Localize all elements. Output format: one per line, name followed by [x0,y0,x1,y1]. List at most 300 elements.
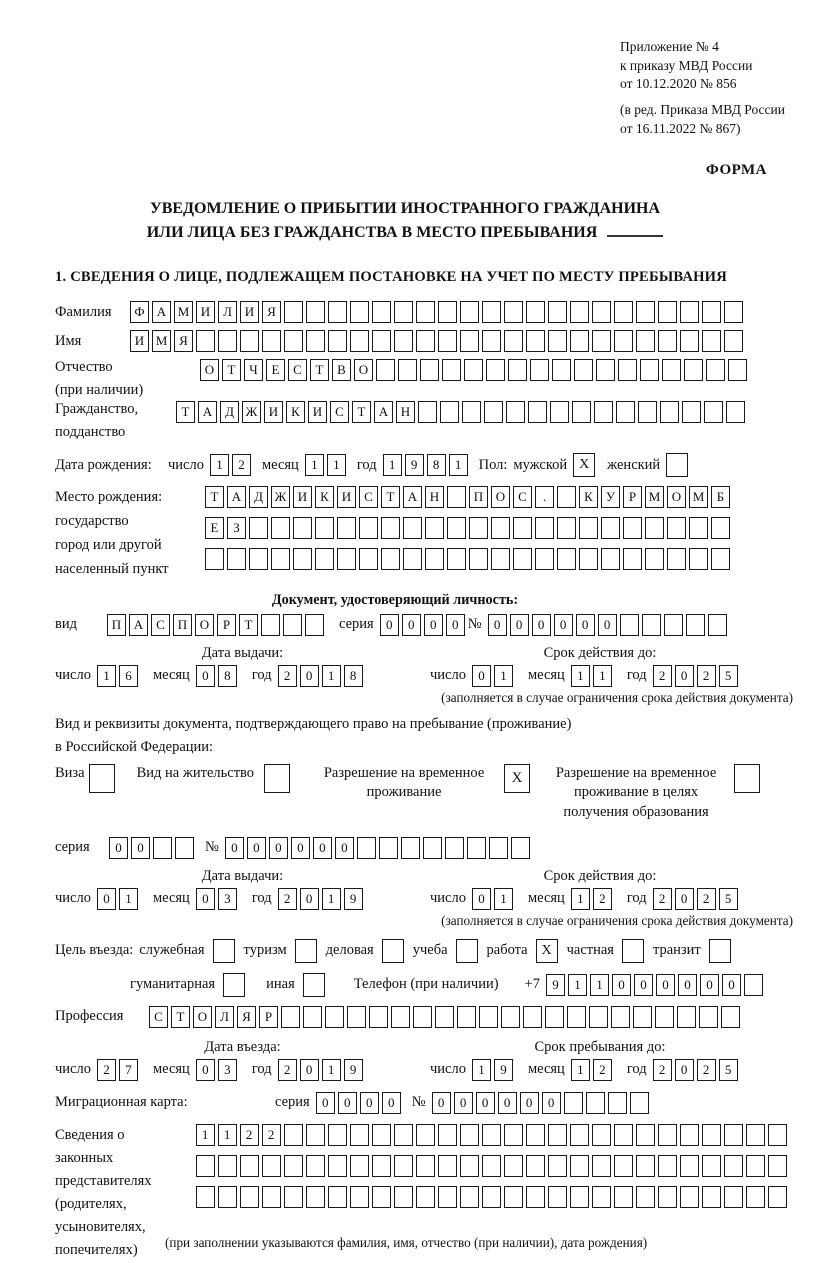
char-box[interactable]: А [374,401,393,423]
char-box[interactable] [638,401,657,423]
char-box[interactable]: А [227,486,246,508]
char-box[interactable] [218,1186,237,1208]
temp-residence-checkbox[interactable]: X [504,764,530,793]
char-box[interactable] [413,1006,432,1028]
char-box[interactable] [724,1124,743,1146]
char-box[interactable]: Е [205,517,224,539]
char-box[interactable] [293,548,312,570]
char-box[interactable] [447,486,466,508]
char-box[interactable] [479,1006,498,1028]
char-box[interactable] [572,401,591,423]
char-box[interactable] [328,330,347,352]
char-box[interactable]: 0 [656,974,675,996]
char-box[interactable] [227,548,246,570]
temp-residence-education-checkbox[interactable] [734,764,760,793]
purpose-private-checkbox[interactable] [622,939,644,963]
char-box[interactable]: Т [222,359,241,381]
char-box[interactable] [645,548,664,570]
char-box[interactable]: 0 [476,1092,495,1114]
char-box[interactable]: К [286,401,305,423]
char-box[interactable] [306,330,325,352]
char-box[interactable] [482,301,501,323]
char-box[interactable]: О [200,359,219,381]
char-box[interactable] [636,1186,655,1208]
char-box[interactable]: 0 [612,974,631,996]
char-box[interactable] [379,837,398,859]
char-box[interactable] [394,330,413,352]
char-box[interactable] [557,486,576,508]
char-box[interactable] [552,359,571,381]
char-box[interactable]: 1 [322,888,341,910]
char-box[interactable] [240,1155,259,1177]
char-box[interactable]: 9 [546,974,565,996]
char-box[interactable]: 1 [210,454,229,476]
char-box[interactable]: 1 [218,1124,237,1146]
char-box[interactable] [491,548,510,570]
char-box[interactable]: И [196,301,215,323]
char-box[interactable]: 6 [119,665,138,687]
char-box[interactable] [702,1155,721,1177]
char-box[interactable] [702,330,721,352]
char-box[interactable] [482,330,501,352]
char-box[interactable] [328,1155,347,1177]
char-box[interactable] [284,1155,303,1177]
char-box[interactable]: 2 [240,1124,259,1146]
char-box[interactable]: 0 [472,888,491,910]
char-box[interactable] [357,837,376,859]
char-box[interactable]: П [469,486,488,508]
char-box[interactable] [394,1124,413,1146]
char-box[interactable] [240,330,259,352]
char-box[interactable] [689,517,708,539]
char-box[interactable] [372,1155,391,1177]
char-box[interactable]: 1 [571,888,590,910]
char-box[interactable]: 9 [405,454,424,476]
char-box[interactable] [438,1186,457,1208]
char-box[interactable] [175,837,194,859]
char-box[interactable] [636,301,655,323]
char-box[interactable] [594,401,613,423]
char-box[interactable]: И [240,301,259,323]
char-box[interactable] [592,1186,611,1208]
char-box[interactable]: 9 [344,1059,363,1081]
char-box[interactable]: 0 [300,888,319,910]
char-box[interactable]: 2 [232,454,251,476]
char-box[interactable] [711,548,730,570]
char-box[interactable]: 2 [593,888,612,910]
char-box[interactable] [460,1186,479,1208]
char-box[interactable] [728,359,747,381]
char-box[interactable] [570,1124,589,1146]
char-box[interactable] [196,1155,215,1177]
char-box[interactable]: 0 [472,665,491,687]
char-box[interactable] [484,401,503,423]
char-box[interactable] [746,1186,765,1208]
char-box[interactable] [372,330,391,352]
char-box[interactable] [218,1155,237,1177]
char-box[interactable] [658,330,677,352]
char-box[interactable] [667,517,686,539]
char-box[interactable] [645,517,664,539]
char-box[interactable] [548,330,567,352]
char-box[interactable]: Б [711,486,730,508]
char-box[interactable]: 0 [382,1092,401,1114]
char-box[interactable] [350,330,369,352]
char-box[interactable] [658,1155,677,1177]
char-box[interactable] [724,301,743,323]
char-box[interactable]: 0 [109,837,128,859]
char-box[interactable] [337,517,356,539]
char-box[interactable]: 0 [313,837,332,859]
char-box[interactable]: Р [217,614,236,636]
char-box[interactable]: М [689,486,708,508]
char-box[interactable] [403,548,422,570]
char-box[interactable]: . [535,486,554,508]
char-box[interactable]: Т [171,1006,190,1028]
char-box[interactable] [680,1155,699,1177]
char-box[interactable]: Е [266,359,285,381]
char-box[interactable]: О [195,614,214,636]
char-box[interactable]: 5 [719,1059,738,1081]
char-box[interactable]: 5 [719,888,738,910]
char-box[interactable] [416,330,435,352]
char-box[interactable] [460,330,479,352]
char-box[interactable] [721,1006,740,1028]
char-box[interactable]: 1 [568,974,587,996]
char-box[interactable] [592,330,611,352]
char-box[interactable] [372,1124,391,1146]
char-box[interactable] [535,548,554,570]
char-box[interactable]: О [354,359,373,381]
char-box[interactable] [504,1124,523,1146]
char-box[interactable] [680,301,699,323]
char-box[interactable]: К [579,486,598,508]
char-box[interactable]: 0 [196,1059,215,1081]
char-box[interactable]: Т [381,486,400,508]
char-box[interactable]: 2 [278,1059,297,1081]
char-box[interactable] [548,1124,567,1146]
char-box[interactable]: Р [259,1006,278,1028]
char-box[interactable]: С [513,486,532,508]
char-box[interactable] [623,517,642,539]
char-box[interactable]: 0 [532,614,551,636]
char-box[interactable]: 2 [697,888,716,910]
char-box[interactable]: 1 [305,454,324,476]
char-box[interactable] [350,1155,369,1177]
char-box[interactable]: Ч [244,359,263,381]
char-box[interactable]: К [315,486,334,508]
char-box[interactable] [706,359,725,381]
char-box[interactable] [768,1124,787,1146]
char-box[interactable]: 0 [488,614,507,636]
char-box[interactable]: 2 [262,1124,281,1146]
char-box[interactable] [630,1092,649,1114]
char-box[interactable] [486,359,505,381]
char-box[interactable] [658,301,677,323]
char-box[interactable]: 5 [719,665,738,687]
char-box[interactable]: И [293,486,312,508]
char-box[interactable]: М [174,301,193,323]
char-box[interactable]: 0 [678,974,697,996]
char-box[interactable] [535,517,554,539]
char-box[interactable] [579,548,598,570]
char-box[interactable] [662,359,681,381]
char-box[interactable] [401,837,420,859]
char-box[interactable]: 1 [472,1059,491,1081]
char-box[interactable]: 1 [494,665,513,687]
char-box[interactable] [482,1124,501,1146]
char-box[interactable]: 0 [446,614,465,636]
char-box[interactable] [391,1006,410,1028]
char-box[interactable] [416,1155,435,1177]
char-box[interactable]: Т [176,401,195,423]
char-box[interactable]: 0 [675,888,694,910]
char-box[interactable]: 1 [322,1059,341,1081]
char-box[interactable] [359,548,378,570]
char-box[interactable] [570,1155,589,1177]
char-box[interactable] [682,401,701,423]
char-box[interactable] [416,1124,435,1146]
char-box[interactable]: Д [220,401,239,423]
char-box[interactable] [315,517,334,539]
purpose-other-checkbox[interactable] [303,973,325,997]
char-box[interactable] [640,359,659,381]
char-box[interactable] [689,548,708,570]
char-box[interactable] [579,517,598,539]
char-box[interactable] [153,837,172,859]
char-box[interactable] [548,301,567,323]
char-box[interactable]: А [403,486,422,508]
char-box[interactable] [359,517,378,539]
char-box[interactable]: И [308,401,327,423]
char-box[interactable] [526,301,545,323]
char-box[interactable]: 0 [675,1059,694,1081]
char-box[interactable] [570,330,589,352]
char-box[interactable] [283,614,302,636]
purpose-official-checkbox[interactable] [213,939,235,963]
char-box[interactable] [724,1155,743,1177]
char-box[interactable] [420,359,439,381]
char-box[interactable] [462,401,481,423]
char-box[interactable] [708,614,727,636]
char-box[interactable]: 0 [300,1059,319,1081]
char-box[interactable] [548,1186,567,1208]
char-box[interactable] [394,1186,413,1208]
char-box[interactable] [240,1186,259,1208]
char-box[interactable] [513,517,532,539]
char-box[interactable]: 0 [196,888,215,910]
char-box[interactable] [261,614,280,636]
title-blank-line[interactable] [607,221,663,237]
char-box[interactable] [305,614,324,636]
char-box[interactable] [592,301,611,323]
char-box[interactable] [284,330,303,352]
purpose-tourism-checkbox[interactable] [295,939,317,963]
char-box[interactable] [425,548,444,570]
char-box[interactable] [550,401,569,423]
char-box[interactable]: Т [239,614,258,636]
char-box[interactable] [271,517,290,539]
char-box[interactable] [592,1155,611,1177]
char-box[interactable] [369,1006,388,1028]
char-box[interactable]: М [152,330,171,352]
char-box[interactable] [614,330,633,352]
char-box[interactable] [557,517,576,539]
purpose-humanitarian-checkbox[interactable] [223,973,245,997]
char-box[interactable] [574,359,593,381]
char-box[interactable] [614,301,633,323]
char-box[interactable] [686,614,705,636]
char-box[interactable]: 0 [380,614,399,636]
char-box[interactable]: 0 [432,1092,451,1114]
char-box[interactable] [592,1124,611,1146]
char-box[interactable]: 0 [554,614,573,636]
char-box[interactable] [504,301,523,323]
char-box[interactable] [768,1155,787,1177]
char-box[interactable] [328,1124,347,1146]
char-box[interactable] [744,974,763,996]
char-box[interactable] [262,330,281,352]
char-box[interactable]: 2 [278,665,297,687]
purpose-business-checkbox[interactable] [382,939,404,963]
char-box[interactable] [438,301,457,323]
char-box[interactable]: 0 [542,1092,561,1114]
char-box[interactable]: И [337,486,356,508]
char-box[interactable] [416,1186,435,1208]
char-box[interactable] [196,1186,215,1208]
char-box[interactable] [460,1124,479,1146]
char-box[interactable] [616,401,635,423]
char-box[interactable] [447,548,466,570]
char-box[interactable] [658,1124,677,1146]
char-box[interactable]: 0 [247,837,266,859]
residence-permit-checkbox[interactable] [264,764,290,793]
char-box[interactable]: 9 [494,1059,513,1081]
char-box[interactable] [293,517,312,539]
char-box[interactable] [350,301,369,323]
char-box[interactable] [611,1006,630,1028]
char-box[interactable] [469,548,488,570]
char-box[interactable] [403,517,422,539]
purpose-work-checkbox[interactable]: X [536,939,558,963]
char-box[interactable]: О [667,486,686,508]
char-box[interactable]: 0 [598,614,617,636]
char-box[interactable] [601,517,620,539]
sex-female-checkbox[interactable] [666,453,688,477]
char-box[interactable]: 1 [571,1059,590,1081]
char-box[interactable] [306,301,325,323]
char-box[interactable]: 0 [338,1092,357,1114]
char-box[interactable] [680,330,699,352]
char-box[interactable] [513,548,532,570]
char-box[interactable] [636,330,655,352]
char-box[interactable] [702,301,721,323]
char-box[interactable]: 0 [196,665,215,687]
char-box[interactable]: 0 [335,837,354,859]
char-box[interactable] [664,614,683,636]
char-box[interactable] [702,1124,721,1146]
char-box[interactable] [557,548,576,570]
char-box[interactable] [633,1006,652,1028]
char-box[interactable]: А [152,301,171,323]
char-box[interactable]: О [193,1006,212,1028]
char-box[interactable] [768,1186,787,1208]
char-box[interactable]: Т [352,401,371,423]
char-box[interactable] [511,837,530,859]
char-box[interactable] [620,614,639,636]
char-box[interactable] [589,1006,608,1028]
char-box[interactable] [381,517,400,539]
char-box[interactable]: Я [237,1006,256,1028]
char-box[interactable]: Л [218,301,237,323]
char-box[interactable] [636,1155,655,1177]
char-box[interactable]: Ф [130,301,149,323]
char-box[interactable] [564,1092,583,1114]
char-box[interactable] [482,1155,501,1177]
char-box[interactable]: Я [262,301,281,323]
char-box[interactable] [249,548,268,570]
char-box[interactable] [218,330,237,352]
visa-checkbox[interactable] [89,764,115,793]
char-box[interactable]: Н [396,401,415,423]
char-box[interactable]: 2 [697,1059,716,1081]
char-box[interactable] [281,1006,300,1028]
char-box[interactable]: 0 [634,974,653,996]
char-box[interactable] [445,837,464,859]
char-box[interactable]: 1 [383,454,402,476]
char-box[interactable]: 8 [427,454,446,476]
char-box[interactable] [205,548,224,570]
char-box[interactable] [315,548,334,570]
sex-male-checkbox[interactable]: X [573,453,595,477]
char-box[interactable] [381,548,400,570]
char-box[interactable] [306,1124,325,1146]
char-box[interactable] [614,1124,633,1146]
char-box[interactable] [567,1006,586,1028]
char-box[interactable] [467,837,486,859]
char-box[interactable] [440,401,459,423]
char-box[interactable]: 0 [454,1092,473,1114]
char-box[interactable] [680,1124,699,1146]
char-box[interactable]: 1 [119,888,138,910]
char-box[interactable]: 0 [300,665,319,687]
char-box[interactable] [438,1124,457,1146]
char-box[interactable]: З [227,517,246,539]
char-box[interactable] [636,1124,655,1146]
char-box[interactable] [325,1006,344,1028]
char-box[interactable] [425,517,444,539]
char-box[interactable]: 0 [225,837,244,859]
char-box[interactable]: У [601,486,620,508]
char-box[interactable] [423,837,442,859]
char-box[interactable] [350,1186,369,1208]
char-box[interactable] [442,359,461,381]
char-box[interactable]: А [198,401,217,423]
char-box[interactable] [724,330,743,352]
char-box[interactable] [306,1186,325,1208]
char-box[interactable]: 1 [590,974,609,996]
char-box[interactable]: 2 [697,665,716,687]
char-box[interactable] [303,1006,322,1028]
char-box[interactable] [491,517,510,539]
char-box[interactable]: Л [215,1006,234,1028]
char-box[interactable]: Д [249,486,268,508]
char-box[interactable]: С [330,401,349,423]
purpose-transit-checkbox[interactable] [709,939,731,963]
char-box[interactable]: Н [425,486,444,508]
char-box[interactable] [262,1186,281,1208]
char-box[interactable] [545,1006,564,1028]
